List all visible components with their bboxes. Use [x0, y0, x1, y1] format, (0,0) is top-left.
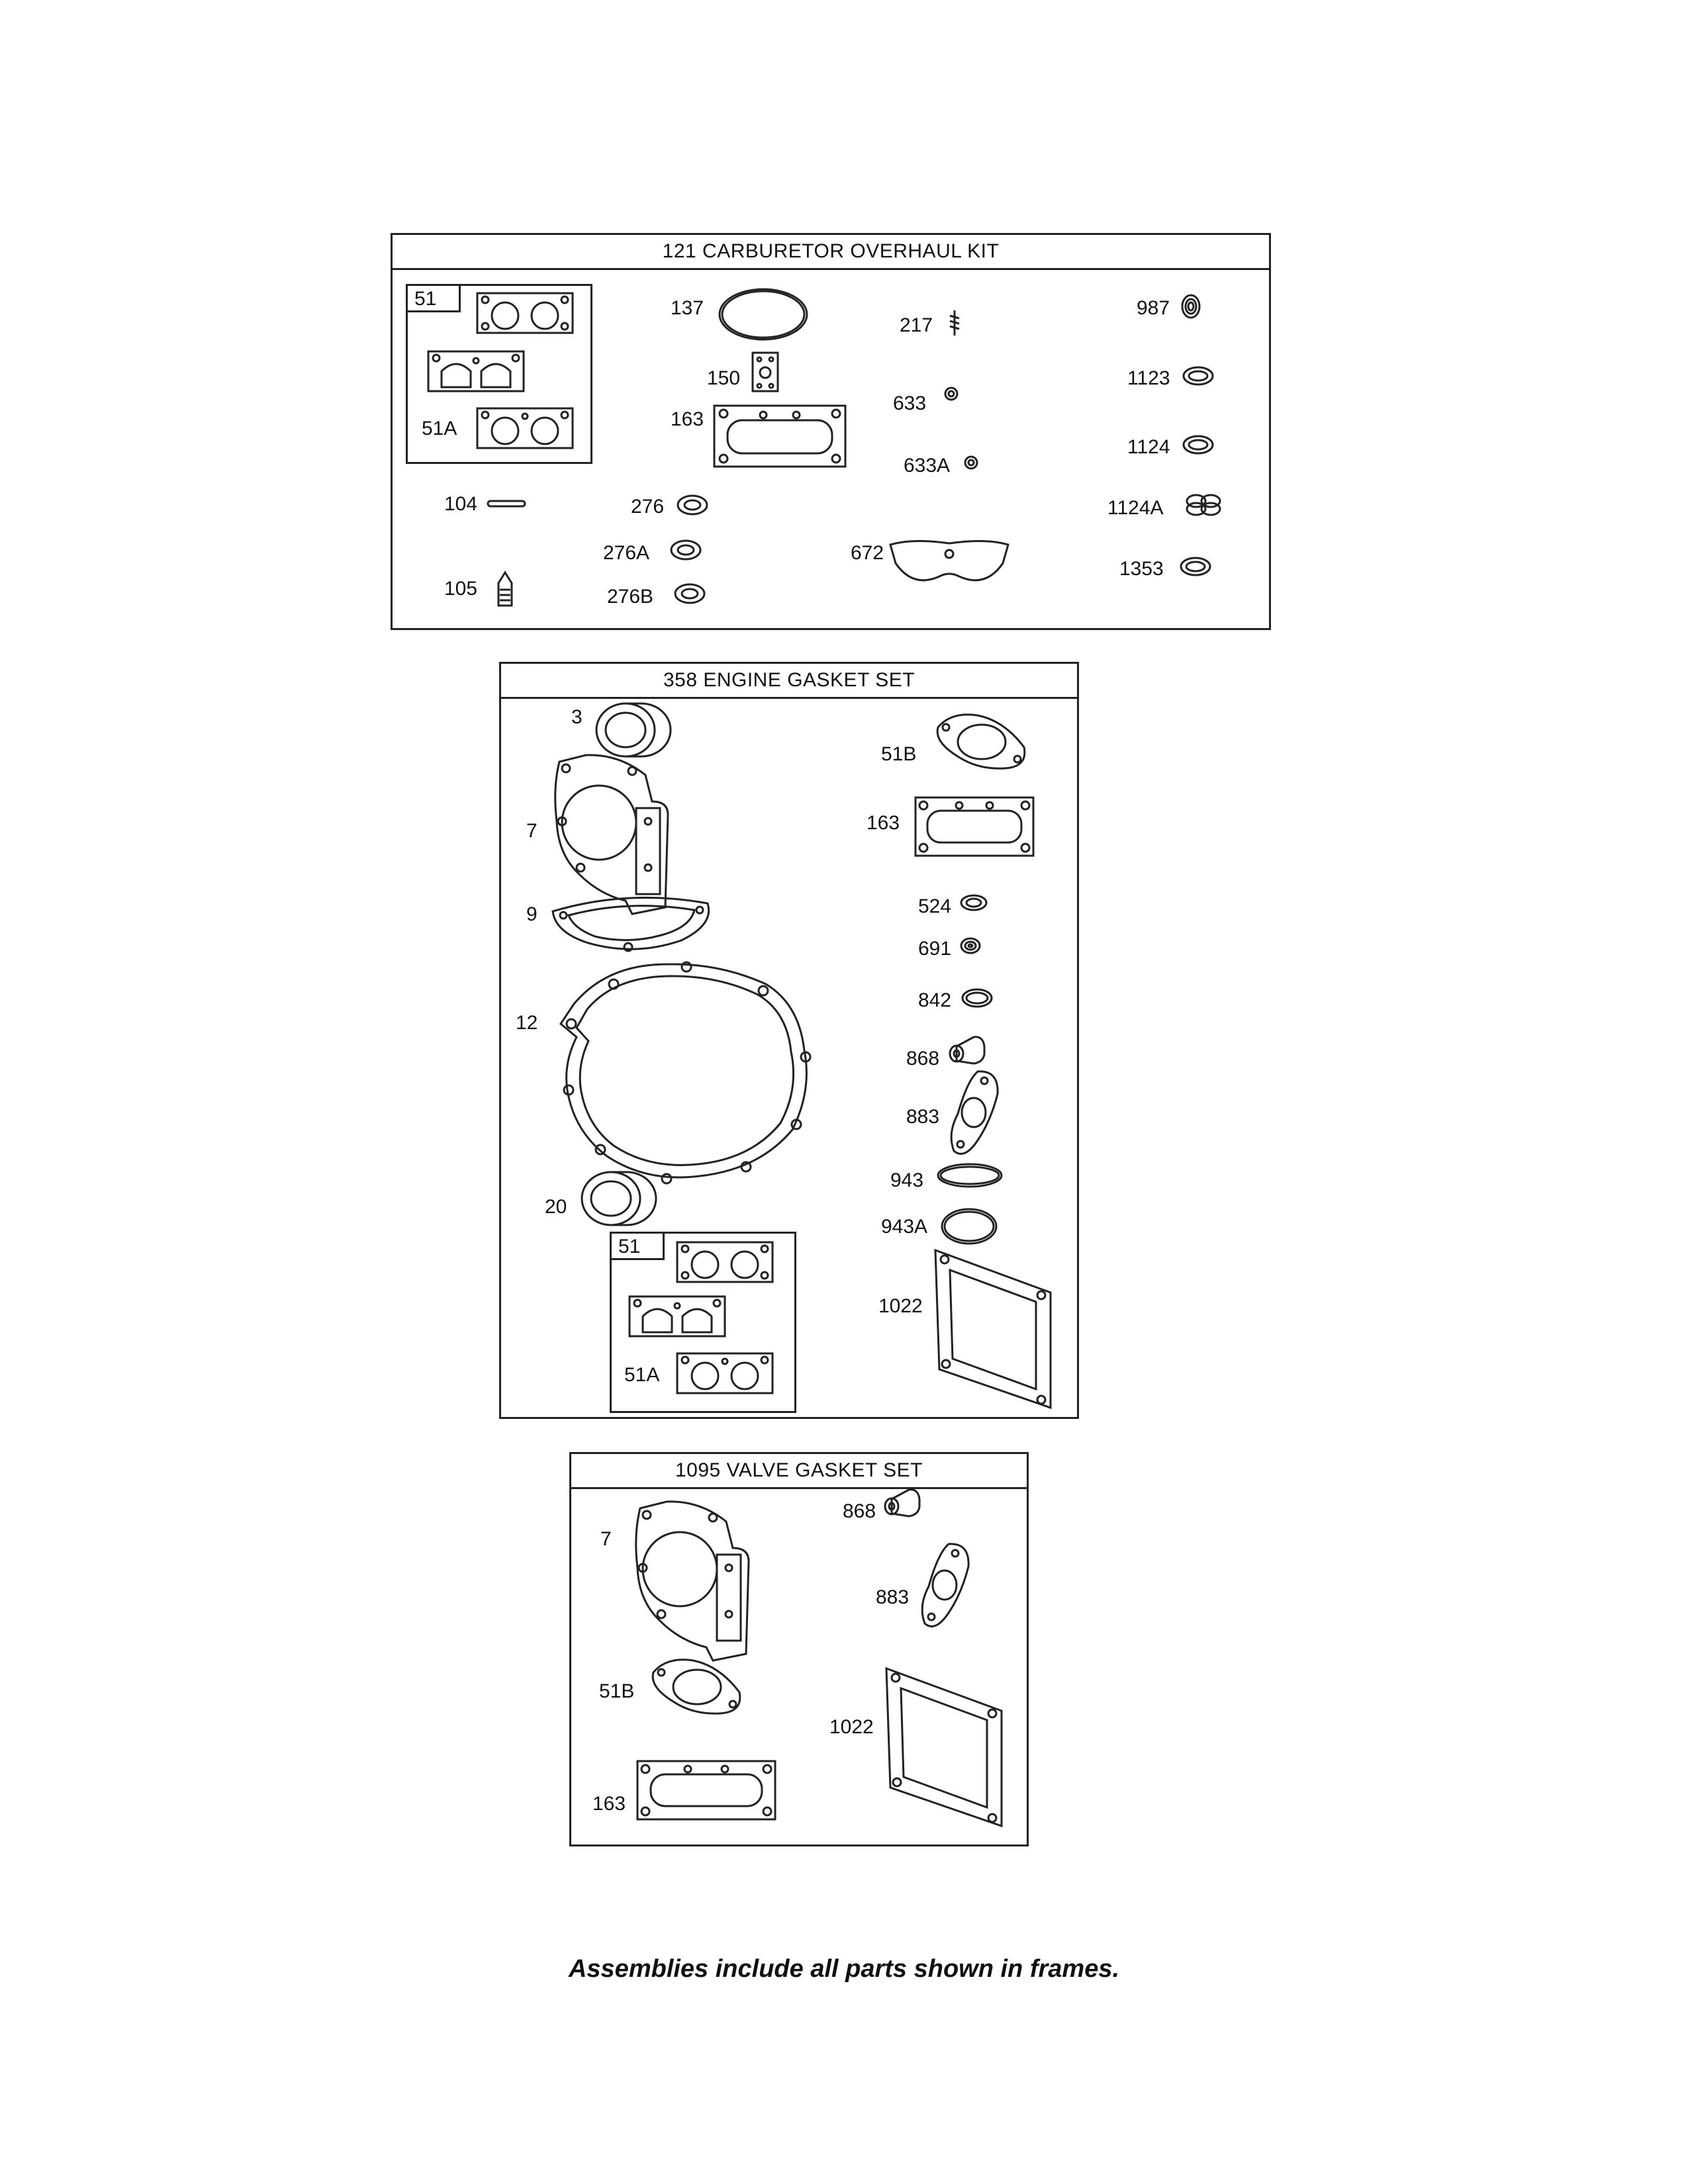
carb-gasket-672 [886, 537, 1012, 592]
engine-o-ring-943a [939, 1206, 999, 1246]
engine-gasket-9 [549, 891, 714, 955]
carb-pin-104 [487, 498, 526, 509]
engine-label-868: 868 [906, 1048, 940, 1069]
carb-intake-gasket-51-top [472, 289, 578, 337]
engine-oil-seal-20 [579, 1169, 659, 1229]
carb-label-51a: 51A [422, 418, 457, 439]
carburetor-kit-title: 121 CARBURETOR OVERHAUL KIT [393, 235, 1269, 270]
engine-intake-gasket-51a [672, 1349, 778, 1397]
carb-label-633a: 633A [904, 455, 951, 477]
engine-crankcase-gasket-12 [547, 958, 825, 1188]
carb-washer-276 [676, 493, 709, 517]
valve-label-883: 883 [876, 1586, 910, 1608]
carb-label-1124: 1124 [1127, 436, 1170, 458]
carburetor-overhaul-kit-frame [391, 233, 1271, 630]
valve-gasket-set-title: 1095 VALVE GASKET SET [571, 1454, 1027, 1489]
engine-label-943a: 943A [881, 1216, 928, 1238]
engine-o-ring-842 [961, 987, 994, 1009]
valve-cylinder-head-gasket-7 [627, 1495, 753, 1667]
engine-label-163: 163 [867, 812, 900, 834]
engine-label-691: 691 [918, 938, 952, 960]
carb-seal-633 [943, 386, 959, 402]
engine-label-12: 12 [516, 1012, 538, 1034]
engine-label-842: 842 [918, 989, 952, 1011]
valve-label-51b: 51B [599, 1680, 635, 1702]
engine-label-883: 883 [906, 1106, 940, 1128]
engine-label-943: 943 [890, 1169, 924, 1191]
engine-label-524: 524 [918, 895, 952, 917]
carb-label-672: 672 [851, 542, 884, 564]
carb-label-276a: 276A [603, 542, 650, 564]
valve-gasket-set-frame [569, 1452, 1029, 1846]
engine-intake-gasket-51-top [672, 1238, 778, 1286]
valve-gasket-51b [647, 1653, 746, 1719]
engine-gasket-51b [931, 707, 1031, 774]
engine-air-cleaner-gasket-163 [912, 794, 1037, 860]
engine-seal-691 [959, 936, 982, 955]
valve-rocker-cover-gasket-1022 [882, 1664, 1006, 1830]
valve-label-163: 163 [592, 1793, 626, 1815]
carb-bowl-gasket-137 [717, 287, 810, 342]
valve-gasket-883 [915, 1540, 975, 1633]
carb-label-163: 163 [671, 408, 704, 430]
engine-gasket-set-frame [499, 662, 1079, 1419]
carb-gasket-1124a [1184, 493, 1223, 517]
carb-air-cleaner-gasket-163 [710, 402, 849, 471]
carb-ring-987 [1180, 293, 1201, 320]
engine-label-51a: 51A [624, 1364, 660, 1386]
carb-intake-gasket-51-middle [423, 347, 529, 395]
engine-label-7: 7 [526, 820, 538, 842]
valve-air-cleaner-gasket-163 [633, 1757, 779, 1823]
carb-label-1353: 1353 [1119, 558, 1164, 580]
engine-gasket-883 [945, 1068, 1004, 1160]
carb-o-ring-1124 [1182, 433, 1215, 456]
carb-label-1123: 1123 [1127, 367, 1170, 389]
carb-spring-217 [947, 309, 962, 337]
carb-label-104: 104 [444, 493, 478, 515]
carb-label-276: 276 [631, 496, 665, 518]
carb-label-987: 987 [1137, 297, 1170, 319]
engine-label-20: 20 [545, 1196, 567, 1218]
engine-o-ring-524 [959, 893, 988, 913]
assemblies-note: Assemblies include all parts shown in frames. [568, 1955, 1120, 1983]
carb-subframe-tag: 51 [408, 286, 461, 312]
carb-seal-633a [963, 455, 979, 471]
carb-washer-276b [673, 582, 706, 606]
engine-rocker-cover-gasket-1022 [931, 1246, 1055, 1412]
engine-label-51b: 51B [881, 743, 917, 765]
valve-label-1022: 1022 [829, 1716, 874, 1738]
engine-label-3: 3 [571, 706, 583, 728]
engine-valve-seal-868 [947, 1033, 987, 1069]
engine-label-9: 9 [526, 903, 538, 925]
carb-o-ring-1123 [1182, 365, 1215, 387]
carb-label-633: 633 [893, 392, 927, 414]
engine-subframe-tag: 51 [612, 1234, 665, 1260]
engine-gasket-set-title: 358 ENGINE GASKET SET [501, 664, 1077, 699]
carb-label-217: 217 [900, 314, 933, 336]
carb-intake-gasket-51a [472, 404, 578, 452]
carb-needle-valve-105 [496, 571, 514, 607]
carb-washer-276a [669, 538, 702, 562]
engine-intake-gasket-51-middle [624, 1293, 730, 1340]
carb-label-1124a: 1124A [1107, 497, 1164, 519]
valve-valve-seal-868 [882, 1486, 922, 1522]
carb-label-105: 105 [444, 578, 478, 600]
carb-gasket-150 [750, 350, 780, 394]
engine-label-1022: 1022 [878, 1295, 923, 1317]
carb-label-150: 150 [707, 367, 741, 389]
valve-label-868: 868 [843, 1500, 876, 1522]
carb-label-276b: 276B [607, 586, 654, 608]
carb-label-137: 137 [671, 297, 704, 319]
carb-o-ring-1353 [1179, 555, 1212, 578]
valve-label-7: 7 [600, 1528, 612, 1550]
engine-o-ring-943 [935, 1161, 1004, 1189]
